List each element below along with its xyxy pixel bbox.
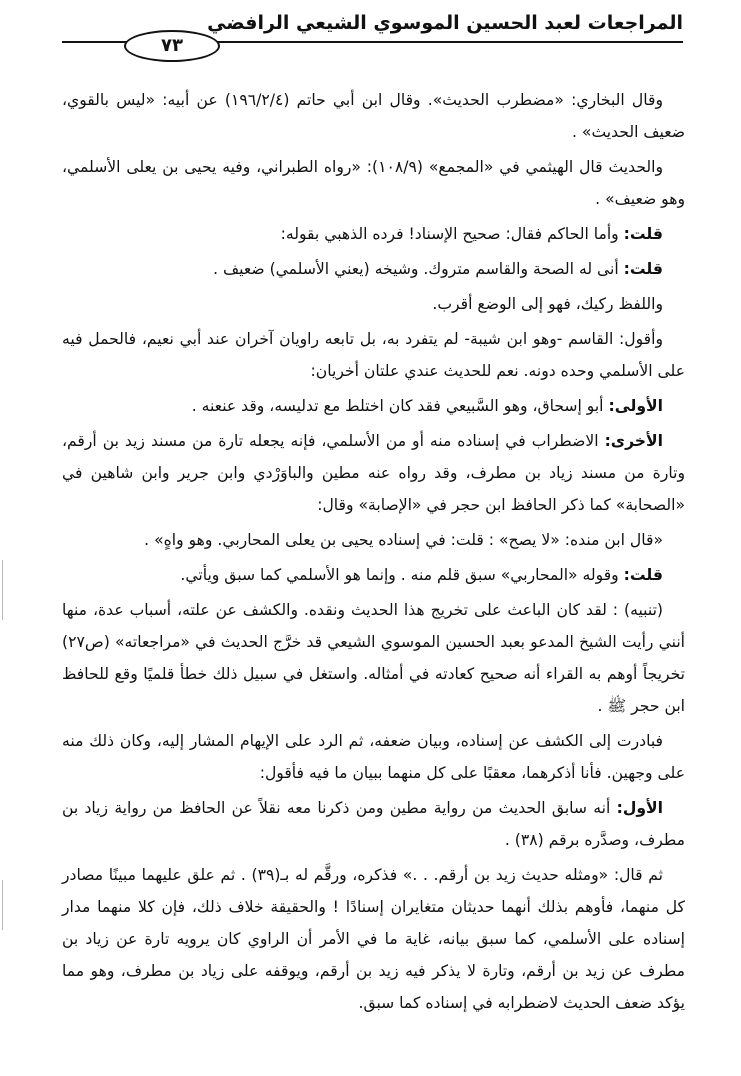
page-body <box>62 84 685 1022</box>
paragraph: وقال البخاري: «مضطرب الحديث». وقال ابن أبي حاتم (١٩٦/٢/٤) عن أبيه: «ليس بالقوي، ضعيف الحديث» . <box>62 91 685 141</box>
scan-edge-mark <box>2 560 3 620</box>
paragraph: قلت: وأما الحاكم فقال: صحيح الإسناد! فرده الذهبي بقوله: <box>280 225 663 243</box>
paragraph: قلت: أنى له الصحة والقاسم متروك. وشيخه (يعني الأسلمي) ضعيف . <box>213 260 663 278</box>
paragraph: قلت: وقوله «المحاربي» سبق قلم منه . وإنما هو الأسلمي كما سبق ويأتي. <box>180 566 663 584</box>
paragraph: وأقول: القاسم -وهو ابن شيبة- لم يتفرد به، بل تابعه راويان آخران عند أبي نعيم، فالحمل فيه على الأسلمي وحده دونه. نعم للحديث عندي علتان أخريان: <box>62 330 685 380</box>
running-title: المراجعات لعبد الحسين الموسوي الشيعي الرافضي <box>207 12 683 34</box>
paragraph: الأولى: أبو إسحاق، وهو السَّبيعي فقد كان اختلط مع تدليسه، وقد عنعنه . <box>191 397 663 415</box>
paragraph: «قال ابن منده: «لا يصح» : قلت: في إسناده يحيى بن يعلى المحاربي. وهو واهٍ» . <box>144 531 663 549</box>
paragraph: واللفظ ركيك، فهو إلى الوضع أقرب. <box>432 295 663 313</box>
page-number: ٧٣ <box>124 30 220 62</box>
paragraph: الأول: أنه سابق الحديث من رواية مطين ومن ذكرنا معه نقلاً عن الحافظ من رواية زياد بن مطرف، وصدَّره برقم (٣٨) . <box>62 799 685 849</box>
scan-edge-mark <box>2 880 3 930</box>
paragraph: ثم قال: «ومثله حديث زيد بن أرقم. . .» فذكره، ورقَّم له بـ(٣٩) . ثم علق عليهما مبينًا مصادر كل منهما، فأوهم بذلك أنهما حديثان متغايران إسنادًا ! والحقيقة خلاف ذلك، فإن كلا منهما مدار إسناده على الأسلمي، كما سبق بيانه، غاية ما في الأمر أن الراوي كان يرويه تارة عن زياد بن مطرف عن زيد بن أرقم، وتارة لا يذكر فيه زيد بن أرقم، ويوقفه على زياد بن مطرف، وهو مما يؤكد ضعف الحديث لاضطرابه في إسناده كما سبق. <box>62 866 685 1012</box>
paragraph: الأخرى: الاضطراب في إسناده منه أو من الأسلمي، فإنه يجعله تارة من مسند زيد بن أرقم، وتارة من مسند زياد بن مطرف، وقد رواه عنه مطين والباوَرْدي وابن جرير وابن شاهين في «الصحابة» كما ذكر الحافظ ابن حجر في «الإصابة» وقال: <box>62 432 685 514</box>
paragraph: والحديث قال الهيثمي في «المجمع» (١٠٨/٩): «رواه الطبراني، وفيه يحيى بن يعلى الأسلمي، وهو ضعيف» . <box>62 158 685 208</box>
paragraph: (تنبيه) : لقد كان الباعث على تخريج هذا الحديث ونقده. والكشف عن علته، أسباب عدة، منها أنني رأيت الشيخ المدعو بعبد الحسين الموسوي الشيعي قد خرَّج الحديث في «مراجعاته» (ص٢٧) تخريجاً أوهم به القراء أنه صحيح كعادته في أمثاله. واستغل في سبيل ذلك خطأ قلميًا وقع للحافظ ابن حجر ﷺ . <box>62 601 685 715</box>
page-header <box>62 8 683 58</box>
paragraph: فبادرت إلى الكشف عن إسناده، وبيان ضعفه، ثم الرد على الإيهام المشار إليه، وكان ذلك منه على وجهين. فأنا أذكرهما، معقبًا على كل منهما ببيان ما فيه فأقول: <box>62 732 685 782</box>
